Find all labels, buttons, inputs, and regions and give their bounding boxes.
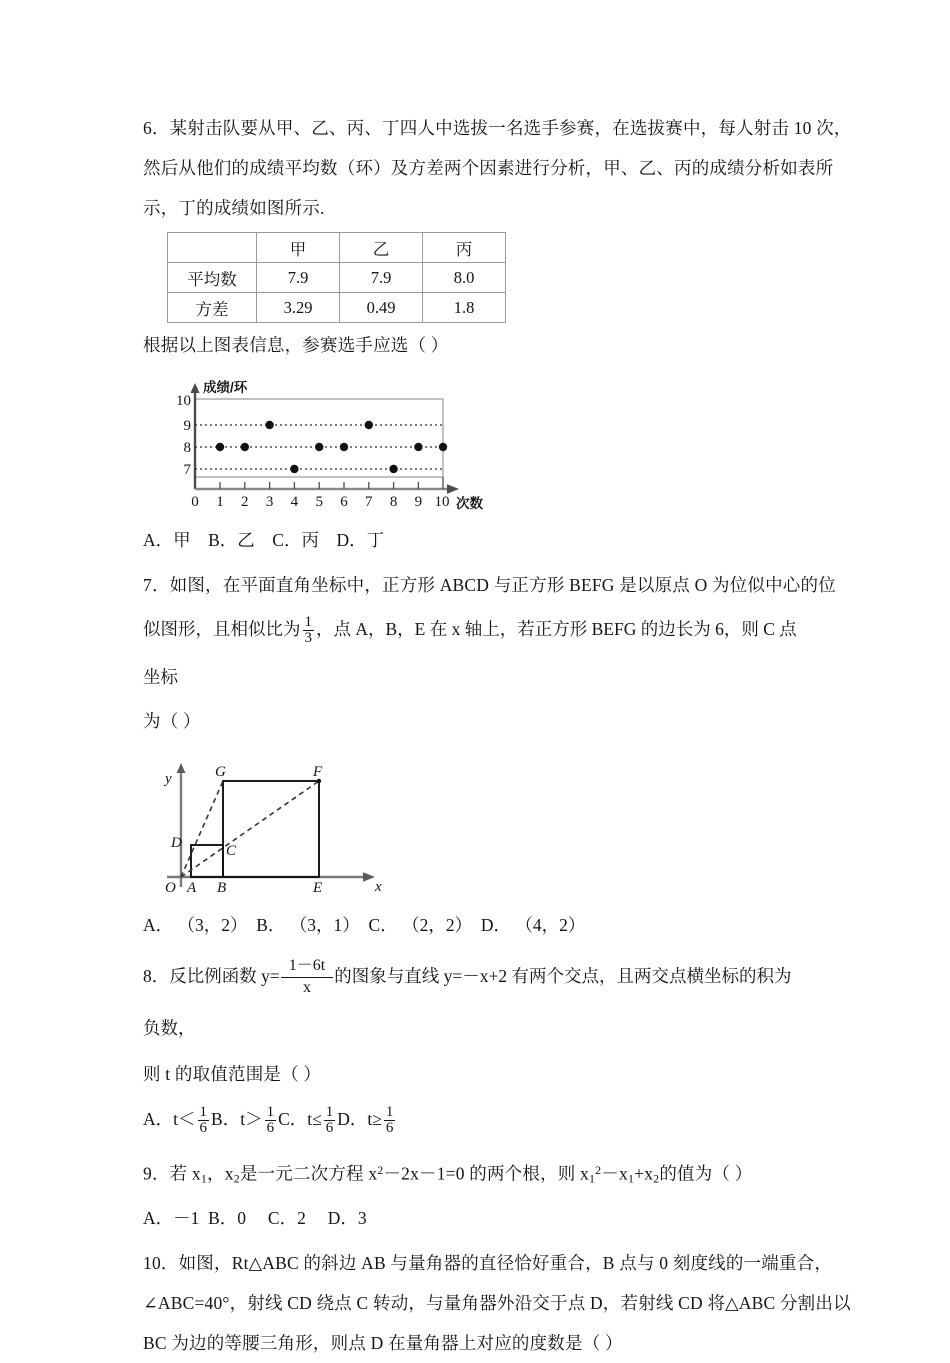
question-7-line-2 (143, 605, 808, 701)
chart-xtick-1: 1 (216, 494, 224, 510)
dashed-ray-O-C-F (181, 781, 319, 877)
option-B-expr: t＞ (240, 1109, 263, 1129)
q9-sub3: 1 (589, 1171, 596, 1186)
chart-xtick-8: 8 (389, 494, 398, 510)
geo-label-D: D (171, 835, 182, 851)
chart-x-axis-label: 次数 (456, 496, 483, 511)
question-8-line-1 (143, 950, 808, 1054)
table-col-header-bing: 丙 (423, 233, 506, 263)
question-8-line-2: 则 t 的取值范围是（ ） (143, 1064, 322, 1084)
geo-label-O: O (165, 880, 176, 895)
question-8 (143, 950, 808, 1144)
statistics-table (167, 232, 506, 323)
question-6-line-2: 然后从他们的成绩平均数（环）及方差两个因素进行分析，甲、乙、丙的成绩分析如表所 (143, 158, 834, 178)
question-7-line-3: 为（ ） (143, 711, 201, 731)
question-7 (143, 565, 836, 944)
q9-sub4: 1 (627, 1171, 635, 1186)
data-point (340, 443, 348, 451)
option-C-label: C． (278, 1109, 308, 1129)
question-6-line-1: 6．某射击队要从甲、乙、丙、丁四人中选拔一名选手参赛，在选拔赛中，每人射击 10 次， (143, 118, 852, 138)
option-C-fraction (324, 1105, 336, 1138)
chart-xtick-10: 10 (434, 494, 450, 510)
geo-label-A: A (187, 880, 197, 895)
question-9-options: A．－1 B．0 C．2 D．3 (143, 1207, 367, 1228)
q9-p3: 是一元二次方程 x (239, 1163, 378, 1184)
square-ABCD (191, 845, 223, 877)
chart-y-tick-labels (176, 393, 192, 478)
fraction-numerator: 1－6t (281, 957, 333, 977)
geo-label-x: x (375, 879, 382, 895)
chart-ytick-10: 10 (176, 393, 191, 409)
q9-sup2: 2 (595, 1163, 602, 1177)
q9-p7: 的值为（ ） (659, 1163, 753, 1184)
data-point (216, 443, 224, 451)
scatter-chart-svg (153, 377, 483, 512)
question-9 (143, 1150, 808, 1237)
ratio-fraction (303, 615, 315, 648)
table-corner-cell (168, 233, 257, 263)
geo-x-axis-arrow-icon (363, 872, 375, 882)
scores-scatter-chart (153, 377, 808, 517)
chart-y-axis-label: 成绩/环 (203, 380, 248, 395)
table-cell-variance-jia: 3.29 (257, 293, 340, 323)
question-6-prompt: 根据以上图表信息，参赛选手应选（ ） (143, 335, 449, 355)
table-row-label-variance: 方差 (168, 293, 257, 323)
data-point (439, 443, 447, 451)
chart-xtick-9: 9 (414, 494, 423, 510)
option-D-expr: t≥ (367, 1109, 382, 1129)
chart-plot-frame (195, 399, 443, 477)
question-7-options: A． （3，2） B． （3，1） C． （2，2） D． （4，2） (143, 915, 586, 935)
chart-ytick-7: 7 (183, 462, 191, 478)
option-D-den: 6 (385, 1120, 394, 1137)
table-cell-variance-yi: 0.49 (340, 293, 423, 323)
chart-x-axis-arrow-icon (447, 484, 459, 494)
option-D-label: D． (337, 1109, 368, 1129)
option-B-den: 6 (266, 1120, 275, 1137)
square-BEFG (223, 781, 319, 877)
table-col-header-yi: 乙 (340, 233, 423, 263)
dashed-ray-O-D-G (181, 781, 223, 877)
option-B-label: B． (211, 1109, 241, 1129)
question-8-text-after: 的图象与直线 y=－x+2 有两个交点，且两交点横坐标的积为负数， (143, 966, 792, 1038)
geo-label-B: B (217, 880, 227, 895)
data-point (315, 443, 323, 451)
q9-sup1: 2 (377, 1163, 384, 1177)
table-cell-variance-bing: 1.8 (423, 293, 506, 323)
chart-xtick-5: 5 (315, 494, 323, 510)
data-point (389, 465, 397, 473)
question-6-line-3: 示，丁的成绩如图所示. (143, 198, 325, 218)
chart-x-tick-labels (191, 494, 449, 510)
chart-ytick-9: 9 (183, 418, 191, 434)
question-10-line-2: ∠ABC=40°，射线 CD 绕点 C 转动，与量角器外沿交于点 D，若射线 CD 将△ABC 分割出以 (143, 1292, 851, 1313)
question-10-line-1: 10．如图，Rt△ABC 的斜边 AB 与量角器的直径恰好重合，B 点与 0 刻度线的一端重合， (143, 1252, 833, 1273)
similar-squares-figure (143, 755, 808, 900)
chart-xtick-0: 0 (191, 494, 199, 510)
table-header-row (168, 233, 506, 263)
option-A-fraction (198, 1105, 210, 1138)
geo-label-E: E (313, 880, 323, 895)
q9-p4: －2x－1=0 的两个根，则 x (383, 1163, 590, 1184)
question-10-line-3: BC 为边的等腰三角形，则点 D 在量角器上对应的度数是（ ） (143, 1332, 623, 1353)
geo-y-axis-arrow-icon (177, 763, 186, 773)
option-C-den: 6 (325, 1120, 334, 1137)
inverse-function-fraction (281, 957, 333, 997)
q9-sub1: 1 (200, 1171, 208, 1186)
question-7-line-1: 7．如图，在平面直角坐标中，正方形 ABCD 与正方形 BEFG 是以原点 O 为位似中心的位 (143, 575, 836, 595)
question-7-line-2-before: 似图形，且相似比为 (143, 619, 301, 639)
q9-p5: －x (601, 1163, 628, 1184)
option-B-fraction (265, 1105, 277, 1138)
geo-label-y: y (165, 771, 172, 787)
option-B-num: 1 (266, 1103, 275, 1120)
page-content (143, 108, 852, 1363)
chart-xtick-3: 3 (265, 494, 274, 510)
question-6-options: A．甲 B．乙 C．丙 D．丁 (143, 530, 385, 550)
data-point (290, 465, 298, 473)
question-8-options (143, 1094, 808, 1144)
table-cell-mean-bing: 8.0 (423, 263, 506, 293)
ratio-denominator: 3 (304, 630, 312, 647)
chart-xtick-4: 4 (290, 494, 299, 510)
option-A-expr: t＜ (173, 1109, 196, 1129)
q9-p6: +x (634, 1163, 654, 1184)
table-col-header-jia: 甲 (257, 233, 340, 263)
chart-xtick-7: 7 (365, 494, 373, 510)
option-C-num: 1 (325, 1103, 334, 1120)
option-A-den: 6 (199, 1120, 208, 1137)
chart-xtick-6: 6 (340, 494, 348, 510)
q9-sub2: 2 (233, 1171, 240, 1186)
option-A-label: A． (143, 1109, 174, 1129)
q9-sub5: 2 (653, 1171, 660, 1186)
chart-xtick-2: 2 (241, 494, 249, 510)
data-point (241, 443, 249, 451)
question-7-line-2-after: ，点 A，B，E 在 x 轴上，若正方形 BEFG 的边长为 6，则 C 点坐标 (143, 619, 797, 687)
table-cell-mean-jia: 7.9 (257, 263, 340, 293)
option-A-num: 1 (199, 1103, 208, 1120)
q9-p1: 9．若 x (143, 1163, 201, 1184)
chart-y-axis-arrow-icon (190, 383, 199, 393)
ratio-numerator: 1 (304, 613, 312, 630)
option-D-num: 1 (385, 1103, 394, 1120)
data-point (365, 421, 373, 429)
question-10 (143, 1243, 851, 1363)
question-8-text-before: 8．反比例函数 y= (143, 966, 280, 986)
geo-labels (163, 764, 382, 895)
table-row (168, 293, 506, 323)
question-6 (143, 108, 852, 559)
question-9-line-1 (143, 1150, 808, 1199)
option-C-expr: t≤ (307, 1109, 322, 1129)
table-row-label-mean: 平均数 (168, 263, 257, 293)
geo-label-C: C (226, 843, 237, 859)
table-row (168, 263, 506, 293)
geo-label-G: G (215, 764, 226, 780)
q9-p2: ，x (207, 1163, 234, 1184)
chart-x-ticks (220, 477, 443, 489)
geometry-figure-svg (143, 755, 393, 895)
geo-label-F: F (313, 764, 323, 780)
data-point (265, 421, 273, 429)
chart-ytick-8: 8 (183, 440, 191, 456)
table-cell-mean-yi: 7.9 (340, 263, 423, 293)
fraction-denominator: x (302, 978, 311, 996)
data-point (414, 443, 422, 451)
option-D-fraction (384, 1105, 396, 1138)
